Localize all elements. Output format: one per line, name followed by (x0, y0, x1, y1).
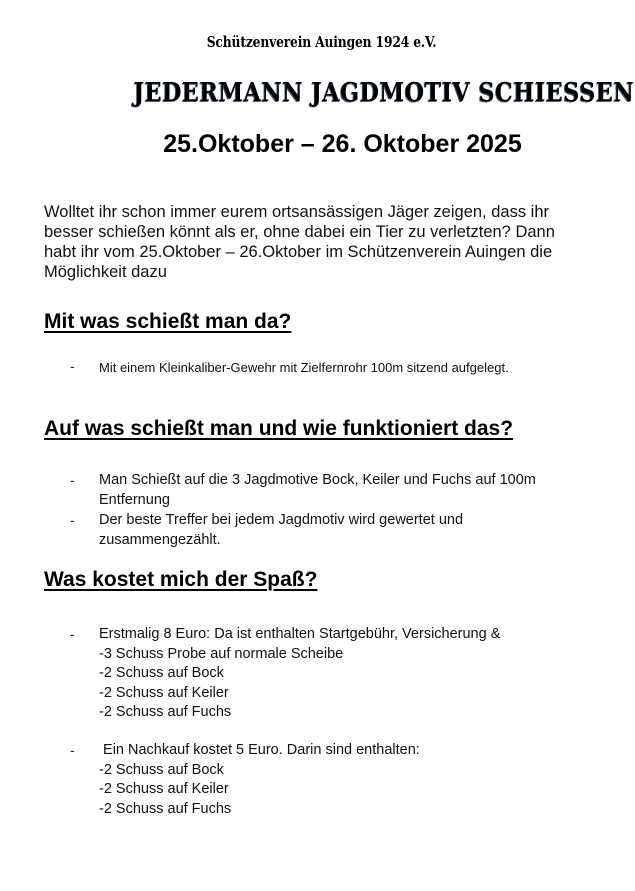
bullet-item-first-purchase (99, 625, 500, 723)
event-date: 25.Oktober – 26. Oktober 2025 (163, 130, 522, 158)
bullet-dash: - (70, 358, 75, 374)
bullet-item-targets (99, 471, 536, 510)
bullet-line: -2 Schuss auf Keiler (99, 684, 229, 701)
section-heading-how: Auf was schießt man und wie funktioniert das? (44, 417, 514, 440)
bullet-line: -2 Schuss auf Bock (99, 761, 224, 778)
bullet-line: Erstmalig 8 Euro: Da ist enthalten Startgebühr, Versicherung & (99, 626, 501, 642)
club-name: Schützenverein Auingen 1924 e.V. (206, 33, 437, 51)
bullet-line: Ein Nachkauf kostet 5 Euro. Darin sind enthalten: (99, 742, 420, 758)
bullet-dash: - (70, 472, 75, 488)
bullet-line: Man Schießt auf die 3 Jagdmotive Bock, Keiler und Fuchs auf 100m (99, 472, 536, 488)
bullet-item-scoring (99, 511, 463, 550)
intro-line: besser schießen könnt als er, ohne dabei ein Tier zu verletzten? Dann (44, 223, 555, 241)
bullet-line: -3 Schuss Probe auf normale Scheibe (99, 645, 344, 662)
bullet-line: Der beste Treffer bei jedem Jagdmotiv wird gewertet und (99, 512, 464, 528)
intro-line: Wolltet ihr schon immer eurem ortsansässigen Jäger zeigen, dass ihr (44, 203, 549, 221)
bullet-line: -2 Schuss auf Fuchs (99, 800, 232, 817)
bullet-line: -2 Schuss auf Fuchs (99, 704, 232, 720)
section-heading-cost: Was kostet mich der Spaß? (44, 568, 318, 591)
bullet-line: Mit einem Kleinkaliber-Gewehr mit Zielfernrohr 100m sitzend aufgelegt. (99, 360, 509, 375)
section-heading-weapon: Mit was schießt man da? (44, 310, 292, 333)
event-title: JEDERMANN JAGDMOTIV SCHIESSEN (133, 78, 635, 108)
bullet-dash: - (70, 626, 75, 642)
bullet-line: zusammengezählt. (99, 531, 221, 548)
intro-paragraph (44, 202, 634, 282)
intro-line: habt ihr vom 25.Oktober – 26.Oktober im Schützenverein Auingen die (44, 243, 553, 261)
bullet-line: -2 Schuss auf Bock (99, 665, 224, 681)
bullet-dash: - (70, 512, 75, 528)
bullet-item-weapon (99, 358, 509, 378)
bullet-line: -2 Schuss auf Keiler (99, 781, 229, 797)
intro-line: Möglichkeit dazu (44, 263, 167, 281)
bullet-line: Entfernung (99, 491, 170, 508)
bullet-dash: - (70, 742, 75, 758)
bullet-item-repurchase (99, 741, 420, 819)
